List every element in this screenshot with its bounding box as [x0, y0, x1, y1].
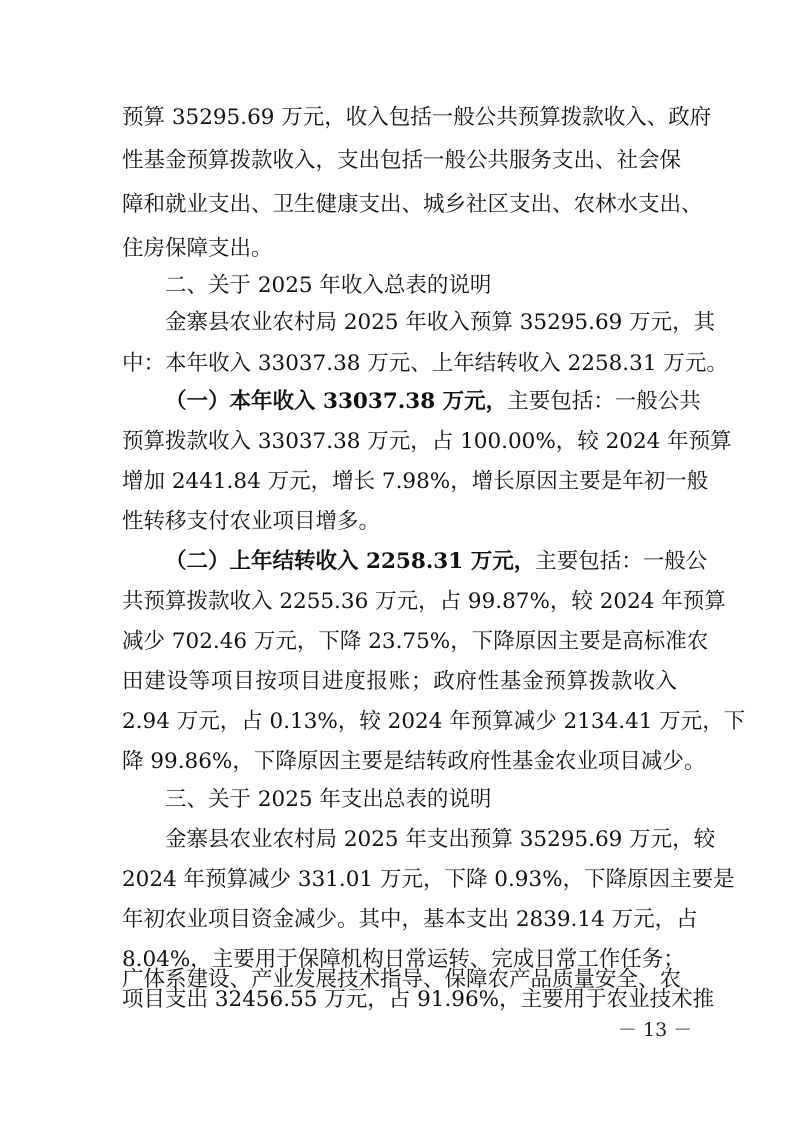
- body-text-line: 减少 702.46 万元，下降 23.75%，下降原因主要是高标准农: [122, 629, 709, 654]
- body-text-line: 性基金预算拨款收入，支出包括一般公共服务支出、社会保: [122, 148, 682, 173]
- body-text-line: 金寨县农业农村局 2025 年支出预算 35295.69 万元，较: [165, 827, 716, 852]
- section-heading: 三、关于 2025 年支出总表的说明: [165, 787, 492, 812]
- body-text-line: 项目支出 32456.55 万元，占 91.96%，主要用于农业技术推: [122, 987, 715, 1012]
- body-text-line: 金寨县农业农村局 2025 年收入预算 35295.69 万元，其: [165, 310, 716, 335]
- page-number: － 13 －: [618, 1019, 693, 1041]
- body-text-line: 2024 年预算减少 331.01 万元，下降 0.93%，下降原因主要是: [122, 867, 735, 892]
- body-text-line: 共预算拨款收入 2255.36 万元，占 99.87%，较 2024 年预算: [122, 589, 726, 614]
- body-text-line: 2.94 万元，占 0.13%，较 2024 年预算减少 2134.41 万元，下: [122, 709, 746, 734]
- body-text-line: 广体系建设、产业发展技术指导、保障农产品质量安全、农: [122, 967, 682, 992]
- subsection-line: [165, 382, 701, 422]
- body-text-line: 年初农业项目资金减少。其中，基本支出 2839.14 万元，占: [122, 907, 698, 932]
- subsection-text: 主要包括：一般公共: [507, 389, 701, 414]
- body-text-line: 降 99.86%，下降原因主要是结转政府性基金农业项目减少。: [122, 749, 706, 774]
- body-text-line: 8.04%，主要用于保障机构日常运转、完成日常工作任务；: [122, 947, 685, 972]
- body-text-line: 田建设等项目按项目进度报账；政府性基金预算拨款收入: [122, 669, 677, 694]
- body-text-line: 预算拨款收入 33037.38 万元，占 100.00%，较 2024 年预算: [122, 429, 732, 454]
- body-text-line: 性转移支付农业项目增多。: [122, 509, 381, 534]
- subsection-line: [165, 542, 708, 582]
- body-text-line: 预算 35295.69 万元，收入包括一般公共预算拨款收入、政府: [122, 105, 712, 130]
- section-heading: 二、关于 2025 年收入总表的说明: [165, 273, 492, 298]
- body-text-line: 增加 2441.84 万元，增长 7.98%，增长原因主要是年初一般: [122, 469, 709, 494]
- subsection-heading: （一）本年收入 33037.38 万元，: [165, 389, 508, 414]
- body-text-line: 障和就业支出、卫生健康支出、城乡社区支出、农林水支出、: [122, 192, 703, 217]
- body-text-line: 中：本年收入 33037.38 万元、上年结转收入 2258.31 万元。: [122, 351, 728, 376]
- body-text-line: 住房保障支出。: [122, 236, 273, 261]
- subsection-text: 主要包括：一般公: [535, 549, 708, 574]
- subsection-heading: （二）上年结转收入 2258.31 万元，: [165, 549, 536, 574]
